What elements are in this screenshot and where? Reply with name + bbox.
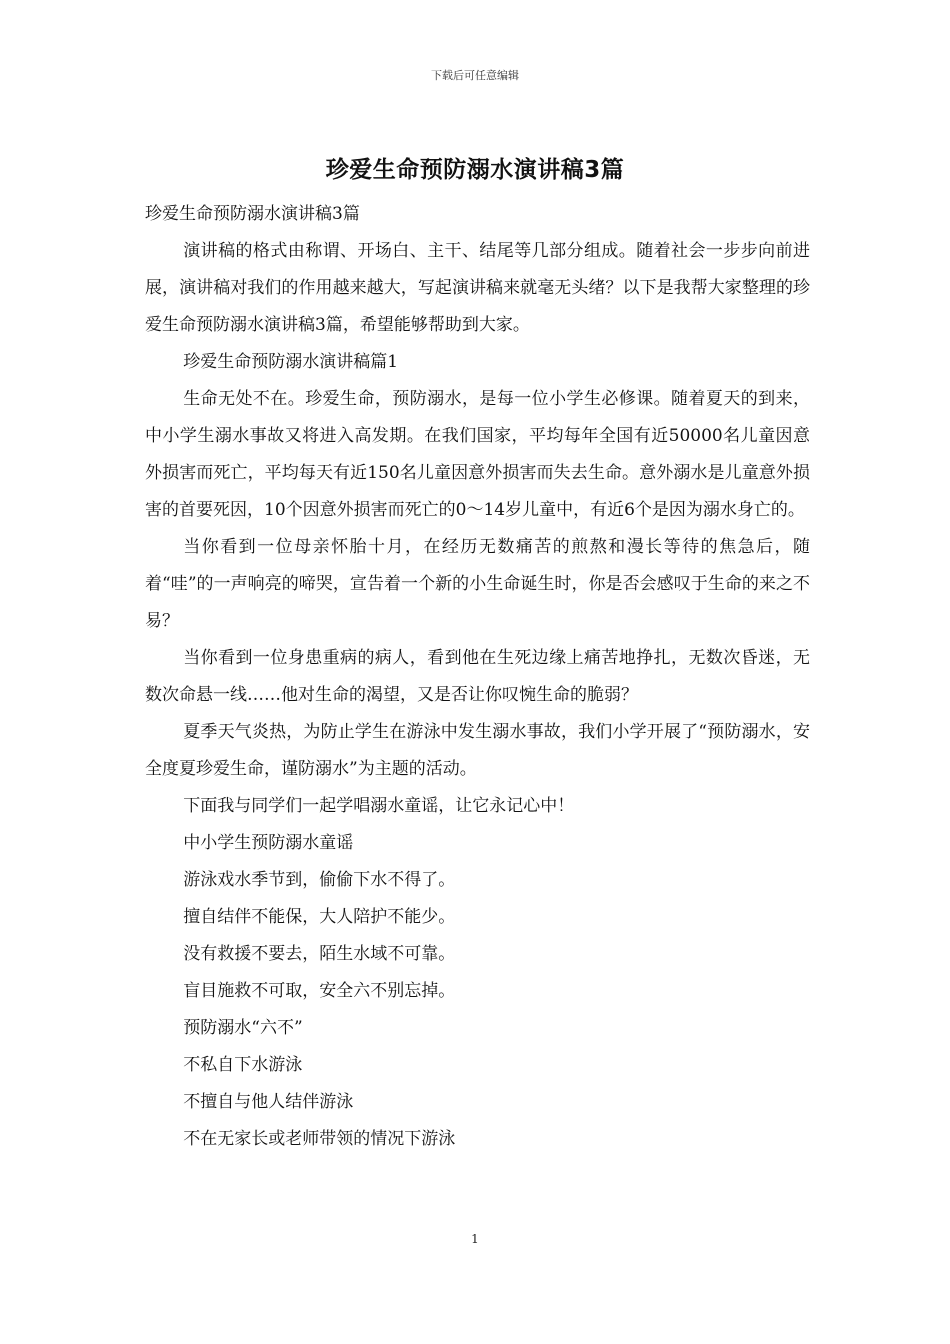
body-paragraph: 当你看到一位身患重病的病人，看到他在生死边缘上痛苦地挣扎，无数次昏迷，无数次命悬一线……他对生命的渴望，又是否让你叹惋生命的脆弱？ [145, 648, 810, 705]
page-number: 1 [471, 1232, 479, 1246]
rhyme-line: 游泳戏水季节到，偷偷下水不得了。 [183, 870, 456, 890]
rhyme-line: 盲目施救不可取，安全六不别忘掉。 [183, 981, 456, 1001]
rule-item: 不在无家长或老师带领的情况下游泳 [183, 1129, 456, 1149]
subtitle-paragraph: 珍爱生命预防溺水演讲稿3篇 [145, 204, 360, 224]
rhyme-title: 中小学生预防溺水童谣 [183, 833, 354, 853]
body-paragraph: 夏季天气炎热，为防止学生在游泳中发生溺水事故，我们小学开展了“预防溺水，安全度夏珍爱生命，谨防溺水”为主题的活动。 [145, 722, 810, 779]
rule-item: 不私自下水游泳 [183, 1055, 303, 1075]
body-paragraph: 当你看到一位母亲怀胎十月，在经历无数痛苦的煎熬和漫长等待的焦急后，随着“哇”的一声响亮的啼哭，宣告着一个新的小生命诞生时，你是否会感叹于生命的来之不易？ [145, 537, 810, 631]
rhyme-line: 没有救援不要去，陌生水域不可靠。 [183, 944, 456, 964]
header-note: 下载后可任意编辑 [431, 69, 519, 82]
document-body [145, 196, 810, 1158]
section-heading: 珍爱生命预防溺水演讲稿篇1 [183, 352, 399, 372]
rule-item: 不擅自与他人结伴游泳 [183, 1092, 354, 1112]
body-paragraph: 下面我与同学们一起学唱溺水童谣，让它永记心中！ [183, 796, 575, 816]
intro-paragraph: 演讲稿的格式由称谓、开场白、主干、结尾等几部分组成。随着社会一步步向前进展，演讲稿对我们的作用越来越大，写起演讲稿来就毫无头绪？以下是我帮大家整理的珍爱生命预防溺水演讲稿3篇，希望能够帮助到大家。 [145, 241, 810, 335]
rhyme-line: 擅自结伴不能保，大人陪护不能少。 [183, 907, 456, 927]
document-title: 珍爱生命预防溺水演讲稿3篇 [325, 157, 625, 183]
body-paragraph: 生命无处不在。珍爱生命，预防溺水，是每一位小学生必修课。随着夏天的到来，中小学生溺水事故又将进入高发期。在我们国家，平均每年全国有近50000名儿童因意外损害而死亡，平均每天有近150名儿童因意外损害而失去生命。意外溺水是儿童意外损害的首要死因，10个因意外损害而死亡的0～14岁儿童中，有近6个是因为溺水身亡的。 [145, 389, 810, 520]
rules-title: 预防溺水“六不” [183, 1018, 303, 1038]
